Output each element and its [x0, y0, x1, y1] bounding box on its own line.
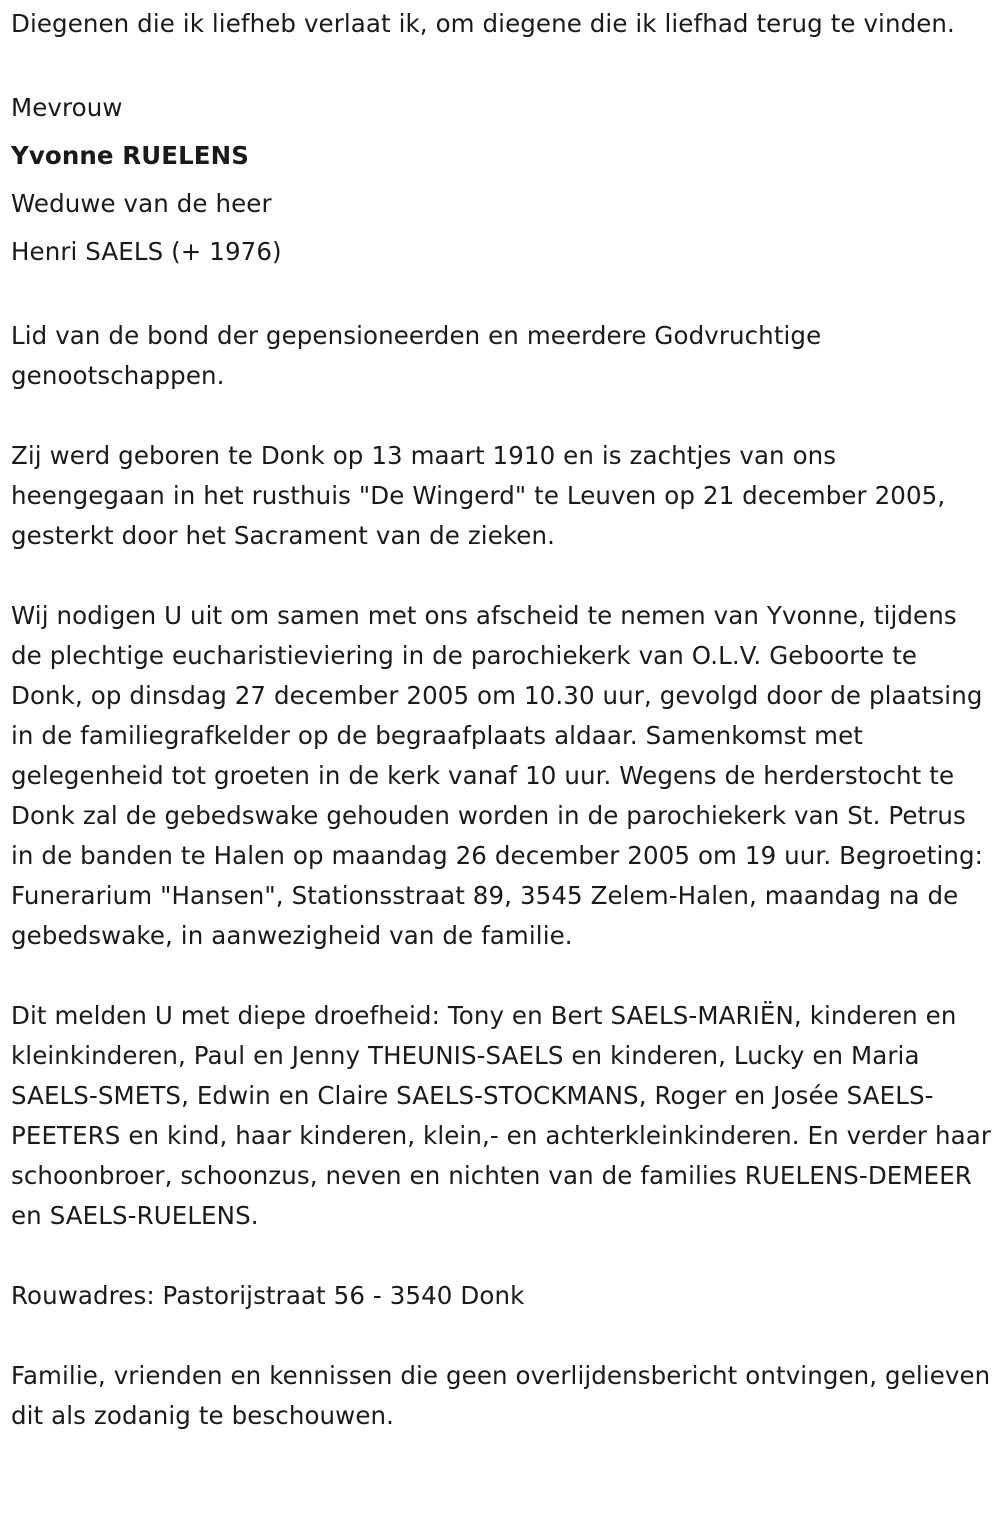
spacer	[11, 956, 995, 996]
deceased-name: Yvonne RUELENS	[11, 141, 249, 170]
spacer	[11, 44, 995, 84]
spacer	[11, 396, 995, 436]
motto: Diegenen die ik liefheb verlaat ik, om diegene die ik liefhad terug te vinden.	[11, 9, 955, 38]
spacer	[11, 276, 995, 316]
closing-paragraph: Familie, vrienden en kennissen die geen overlijdensbericht ontvingen, gelieven dit als zodanig te beschouwen.	[11, 1361, 991, 1430]
spacer	[11, 556, 995, 596]
membership-paragraph: Lid van de bond der gepensioneerden en meerdere Godvruchtige genootschappen.	[11, 321, 822, 390]
spacer	[11, 1236, 995, 1276]
invitation-paragraph: Wij nodigen U uit om samen met ons afscheid te nemen van Yvonne, tijdens de plechtige eucharistieviering in de parochiekerk van O.L.V. Geboorte te Donk, op dinsdag 27 december 2005 om 10.30 uur, gevolgd door de plaatsing in de familiegrafkelder op de begraafplaats aldaar. Samenkomst met gelegenheid tot groeten in de kerk vanaf 10 uur. Wegens de herderstocht te Donk zal de gebedswake gehouden worden in de parochiekerk van St. Petrus in de banden te Halen op maandag 26 december 2005 om 19 uur. Begroeting: Funerarium "Hansen", Stationsstraat 89, 3545 Zelem-Halen, maandag na de gebedswake, in aanwezigheid van de familie.	[11, 601, 983, 950]
widow-line: Weduwe van de heer	[11, 189, 272, 218]
obituary-document	[11, 4, 995, 1436]
birth-death-paragraph: Zij werd geboren te Donk op 13 maart 1910 en is zachtjes van ons heengegaan in het rusthuis "De Wingerd" te Leuven op 21 december 2005, gesterkt door het Sacrament van de zieken.	[11, 441, 946, 550]
family-paragraph: Dit melden U met diepe droefheid: Tony en Bert SAELS-MARIËN, kinderen en kleinkinderen, Paul en Jenny THEUNIS-SAELS en kinderen, Lucky en Maria SAELS-SMETS, Edwin en Claire SAELS-STOCKMANS, Roger en Josée SAELS-PEETERS en kind, haar kinderen, klein,- en achterkleinkinderen. En verder haar schoonbroer, schoonzus, neven en nichten van de families RUELENS-DEMEER en SAELS-RUELENS.	[11, 1001, 992, 1230]
salutation: Mevrouw	[11, 93, 123, 122]
spacer	[11, 1316, 995, 1356]
spouse-name: Henri SAELS (+ 1976)	[11, 237, 282, 266]
mourning-address: Rouwadres: Pastorijstraat 56 - 3540 Donk	[11, 1281, 525, 1310]
